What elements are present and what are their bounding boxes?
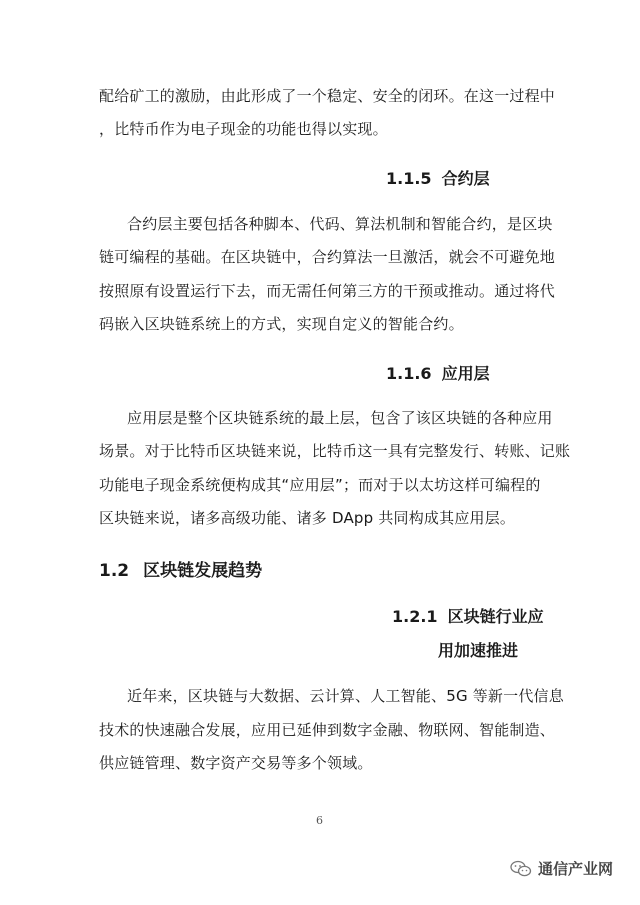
heading-title: 合约层 [441,169,490,188]
section-heading-1-2-1-continued: 用加速推进 [438,641,519,660]
heading-number: 1.1.5 [386,169,432,188]
heading-number: 1.2 [99,561,130,581]
paragraph-line: ，比特币作为电子现金的功能也得以实现。 [99,120,388,138]
heading-title: 区块链发展趋势 [143,561,263,581]
section-heading-1-1-5 [386,166,490,189]
paragraph-line: 场景。对于比特币区块链来说，比特币这一具有完整发行、转账、记账 [99,442,571,460]
paragraph-line: 按照原有设置运行下去，而无需任何第三方的干预或推动。通过将代 [99,282,556,300]
paragraph-line: 功能电子现金系统便构成其“应用层”；而对于以太坊这样可编程的 [99,476,541,494]
paragraph-line: 供应链管理、数字资产交易等多个领域。 [99,754,373,772]
section-heading-1-2-1 [392,604,544,627]
paragraph-line: 应用层是整个区块链系统的最上层，包含了该区块链的各种应用 [127,409,553,427]
watermark [510,858,613,879]
heading-title: 应用层 [441,364,490,383]
paragraph-line: 配给矿工的激励，由此形成了一个稳定、安全的闭环。在这一过程中 [99,87,556,105]
section-heading-1-1-6 [386,361,490,384]
watermark-text: 通信产业网 [538,860,614,878]
paragraph-line: 码嵌入区块链系统上的方式，实现自定义的智能合约。 [99,315,464,333]
paragraph-line: 近年来，区块链与大数据、云计算、人工智能、5G 等新一代信息 [127,687,564,705]
paragraph-line: 链可编程的基础。在区块链中，合约算法一旦激活，就会不可避免地 [99,248,556,266]
paragraph-line: 技术的快速融合发展，应用已延伸到数字金融、物联网、智能制造、 [99,721,556,739]
heading-number: 1.1.6 [386,364,432,383]
paragraph-line: 区块链来说，诸多高级功能、诸多 DApp 共同构成其应用层。 [99,509,516,527]
paragraph-line: 合约层主要包括各种脚本、代码、算法机制和智能合约，是区块 [127,215,553,233]
wechat-icon [510,860,532,878]
page-number: 6 [316,814,323,827]
heading-title-line-1: 区块链行业应 [447,607,544,626]
heading-number: 1.2.1 [392,607,438,626]
section-heading-1-2 [99,556,262,581]
